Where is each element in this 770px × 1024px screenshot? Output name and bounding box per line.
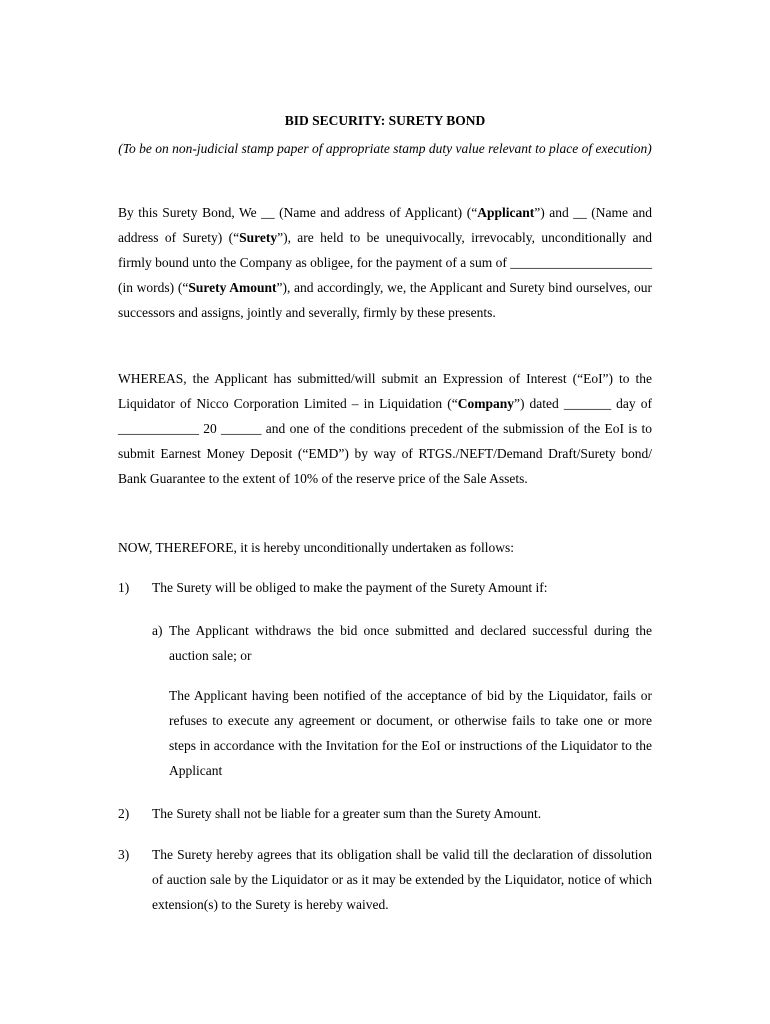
document-subtitle: (To be on non-judicial stamp paper of appropriate stamp duty value relevant to place of execution): [118, 141, 652, 156]
document-page: [118, 0, 652, 1024]
item-2-text: The Surety shall not be liable for a greater sum than the Surety Amount.: [152, 806, 542, 821]
para1-text-2: ”) and __ (Name and address of Surety) (“: [118, 205, 652, 245]
paragraph-surety-bond: [118, 200, 652, 325]
paragraph-whereas: [118, 366, 652, 491]
document-title: BID SECURITY: SURETY BOND: [284, 113, 486, 128]
paragraph-now-therefore: NOW, THEREFORE, it is hereby unconditionally undertaken as follows:: [118, 540, 514, 555]
item-3-text: The Surety hereby agrees that its obligation shall be valid till the declaration of dissolution of auction sale by the Liquidator or as it may be extended by the Liquidator, notice of which extension(s) to the Surety is hereby waived.: [152, 847, 652, 912]
para1-bold-surety: Surety: [239, 230, 278, 245]
para2-text-2: ”) dated _______ day of ____________ 20 ______ and one of the conditions precedent of the submission of the EoI is to submit Earnest Money Deposit (“EMD”) by way of RTGS./NEFT/Demand Draft/Surety bond/ Bank Guarantee to the extent of 10% of the reserve price of the Sale Assets.: [118, 396, 652, 486]
para1-bold-surety-amount: Surety Amount: [188, 280, 277, 295]
sub-item-a-continuation: The Applicant having been notified of the acceptance of bid by the Liquidator, fails or refuses to execute any agreement or document, or otherwise fails to take one or more steps in accordance with the Invitation for the EoI or instructions of the Liquidator to the Applicant: [169, 688, 652, 778]
item-1-number: 1): [118, 580, 130, 595]
item-3-number: 3): [118, 847, 130, 862]
sub-item-a: [152, 618, 652, 668]
para1-text-4: ”), and accordingly, we, the Applicant and Surety bind ourselves, our successors and assigns, jointly and severally, firmly by these presents.: [118, 280, 652, 320]
para2-text-1: WHEREAS, the Applicant has submitted/will submit an Expression of Interest (“EoI”) to the Liquidator of Nicco Corporation Limited – in Liquidation (“: [118, 371, 652, 411]
item-1-text: The Surety will be obliged to make the payment of the Surety Amount if:: [152, 580, 548, 595]
item-2-number: 2): [118, 806, 130, 821]
sub-item-a-text: The Applicant withdraws the bid once submitted and declared successful during the auction sale; or: [169, 623, 652, 663]
para1-text-3: ”), are held to be unequivocally, irrevocably, unconditionally and firmly bound unto the Company as obligee, for the payment of a sum of _____________________ (in words) (“: [118, 230, 652, 295]
para1-text-1: By this Surety Bond, We __ (Name and address of Applicant) (“: [118, 205, 478, 220]
sub-item-a-letter: a): [152, 623, 163, 638]
para2-bold-company: Company: [457, 396, 514, 411]
para1-bold-applicant: Applicant: [477, 205, 535, 220]
